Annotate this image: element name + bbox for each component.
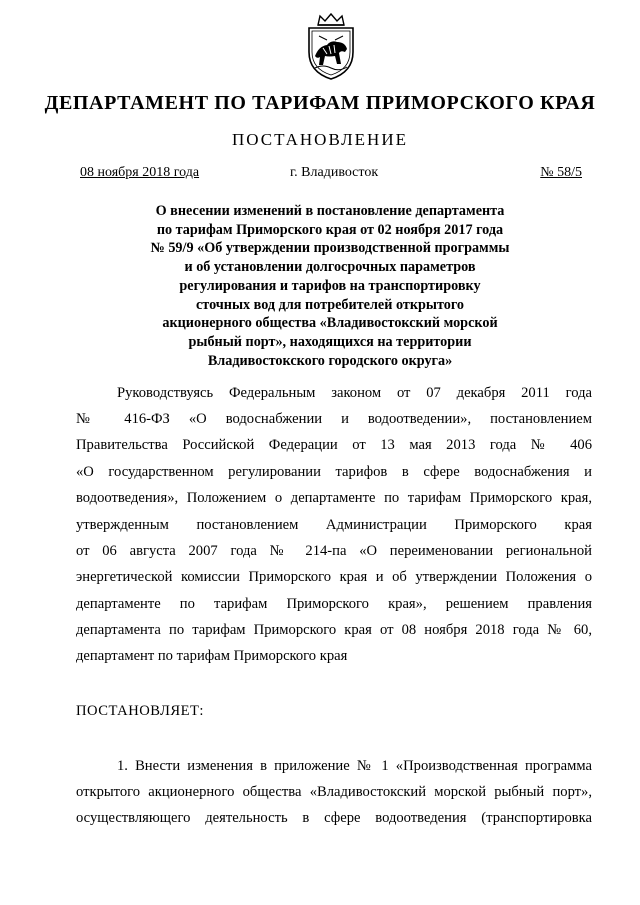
document-city: г. Владивосток bbox=[290, 165, 379, 180]
subject-line: рыбный порт», находящихся на территории bbox=[188, 333, 472, 350]
subject-line: О внесении изменений в постановление департамента bbox=[155, 203, 505, 219]
preamble-line: Руководствуясь Федеральным законом от 07 декабря 2011 года bbox=[117, 385, 592, 401]
subject-line: и об установлении долгосрочных параметров bbox=[184, 259, 476, 276]
subject-line: № 59/9 «Об утверждении производственной программы bbox=[150, 240, 510, 257]
preamble-line: утвержденным постановлением Администрации Приморского края bbox=[76, 517, 592, 533]
preamble-line: № 416-ФЗ «О водоснабжении и водоотведении», постановлением bbox=[76, 411, 592, 427]
subject-line: регулирования и тарифов на транспортировку bbox=[179, 277, 481, 294]
preamble-line: Правительства Российской Федерации от 13 мая 2013 года № 406 bbox=[76, 437, 592, 453]
preamble-line: «О государственном регулировании тарифов в сфере водоснабжения и bbox=[76, 464, 592, 480]
preamble-line: департамент по тарифам Приморского края bbox=[76, 648, 348, 664]
preamble-line: департаменте по тарифам Приморского края», решением правления bbox=[76, 596, 592, 612]
document-number: № 58/5 bbox=[540, 165, 582, 180]
subject-line: акционерного общества «Владивостокский морской bbox=[162, 315, 498, 332]
subject-line: сточных вод для потребителей открытого bbox=[195, 296, 465, 313]
document-subject bbox=[110, 202, 550, 370]
item-line: 1. Внести изменения в приложение № 1 «Производственная программа bbox=[117, 758, 592, 774]
document-date: 08 ноября 2018 года bbox=[80, 165, 200, 180]
preamble-line: от 06 августа 2007 года № 214-па «О переименовании региональной bbox=[76, 543, 592, 559]
subject-line: по тарифам Приморского края от 02 ноября 2017 года bbox=[156, 221, 504, 238]
department-title: ДЕПАРТАМЕНТ ПО ТАРИФАМ ПРИМОРСКОГО КРАЯ bbox=[44, 92, 596, 114]
decree-word: ПОСТАНОВЛЯЕТ: bbox=[76, 703, 204, 719]
item-line: осуществляющего деятельность в сфере водоотведения (транспортировка bbox=[76, 810, 592, 826]
preamble-line: водоотведения», Положением о департаменте по тарифам Приморского края, bbox=[76, 490, 592, 506]
preamble-line: энергетической комиссии Приморского края и об утверждении Положения о bbox=[76, 569, 592, 585]
preamble-line: департамента по тарифам Приморского края от 08 ноября 2018 года № 60, bbox=[76, 622, 592, 638]
item-line: открытого акционерного общества «Владивостокский морской рыбный порт», bbox=[76, 784, 592, 800]
subject-line: Владивостокского городского округа» bbox=[207, 352, 453, 369]
document-type: ПОСТАНОВЛЕНИЕ bbox=[231, 130, 408, 149]
primorsky-krai-coat-of-arms-icon bbox=[301, 12, 361, 82]
